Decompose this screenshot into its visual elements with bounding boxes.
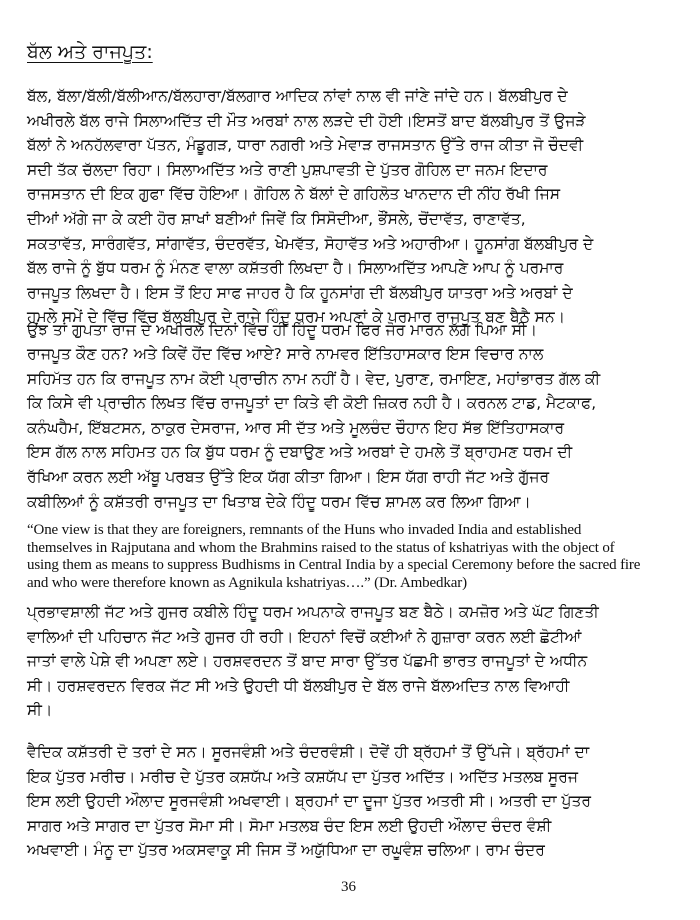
text-line: ਹਮਲੇ ਸਮੇਂ ਦੇ ਵਿੱਚ ਵਿੱਚ ਬੱਲਬੀਪੁਰ ਦੇ ਰਾਜੇ ਹਿੰਦੂ ਧਰਮ ਅਪਣਾਂ ਕੇ ਪਰਮਾਰ ਰਾਜਪੂਤ ਬਣ ਬੈਠੈ ਸਨ। [27, 308, 566, 327]
text-line: ਕਿ ਕਿਸੇ ਵੀ ਪ੍ਰਾਚੀਨ ਲਿਖਤ ਵਿੱਚ ਰਾਜਪੂਤਾਂ ਦਾ ਕਿਤੇ ਵੀ ਕੋਈ ਜ਼ਿਕਰ ਨਹੀ ਹੈ। ਕਰਨਲ ਟਾਡ, ਮੈਟਕਾਫ, [27, 394, 597, 413]
quote-line: and who were therefore known as Agnikula kshatriyas….” (Dr. Ambedkar) [27, 574, 467, 591]
text-line: ਉਂਝ ਤਾਂ ਗੁਪਤਾ ਰਾਜ ਦੇ ਅਖੀਰਲੇ ਦਿਨਾਂ ਵਿੱਚ ਹੀ ਹਿੰਦੂ ਧਰਮ ਫਿਰ ਜੋਰ ਮਾਰਨ ਲੱਗ ਪਿਆ ਸੀ। [27, 321, 537, 339]
text-line: ਸੀ। [27, 701, 53, 720]
text-line: ਬੱਲ ਰਾਜੇ ਨੂੰ ਬੁੱਧ ਧਰਮ ਨੂੰ ਮੰਨਣ ਵਾਲਾ ਕਸ਼ੱਤਰੀ ਲਿਖਦਾ ਹੈ। ਸਿਲਾਅਦਿੱਤ ਆਪਣੇ ਆਪ ਨੂੰ ਪਰਮਾਰ [27, 259, 564, 278]
text-line: ਰਾਜਸਤਾਨ ਦੀ ਇਕ ਗੁਫਾ ਵਿੱਚ ਹੋਇਆ। ਗੋਹਿਲ ਨੇ ਬੱਲਾਂ ਦੇ ਗਹਿਲੋਤ ਖਾਨਦਾਨ ਦੀ ਨੀਂਹ ਰੱਖੀ ਜਿਸ [27, 185, 561, 204]
text-line: ਵੈਦਿਕ ਕਸ਼ੱਤਰੀ ਦੋ ਤਰਾਂ ਦੇ ਸਨ। ਸੂਰਜਵੰਸ਼ੀ ਅਤੇ ਚੰਦਰਵੰਸ਼ੀ। ਦੋਵੇਂ ਹੀ ਬ੍ਰੱਹਮਾਂ ਤੋਂ ਉੱਪਜੇ। ਬ੍ਰੱਹਮਾਂ ਦਾ [27, 743, 590, 761]
text-line: ਵਾਲਿਆਂ ਦੀ ਪਹਿਚਾਨ ਜੱਟ ਅਤੇ ਗੁਜਰ ਹੀ ਰਹੀ। ਇਹਨਾਂ ਵਿਚੋਂ ਕਈਆਂ ਨੇ ਗੁਜ਼ਾਰਾ ਕਰਨ ਲਈ ਛੋਟੀਆਂ [27, 627, 582, 646]
text-line: ਬੱਲਾਂ ਨੇ ਅਨਹੱਲਵਾਰਾ ਪੱਤਨ, ਮੰਡੂਗੜ, ਧਾਰਾ ਨਗਰੀ ਅਤੇ ਮੇਵਾੜ ਰਾਜਸਤਾਨ ਉੱਤੇ ਰਾਜ ਕੀਤਾ ਜੋ ਚੌਦਵੀ [27, 136, 584, 155]
text-line: ਇਸ ਗੱਲ ਨਾਲ ਸਹਿਮਤ ਹਨ ਕਿ ਬੁੱਧ ਧਰਮ ਨੂੰ ਦਬਾਉਣ ਅਤੇ ਅਰਬਾਂ ਦੇ ਹਮਲੇ ਤੋਂ ਬ੍ਰਾਹਮਣ ਧਰਮ ਦੀ [27, 443, 573, 462]
text-line: ਸਹਿਮੱਤ ਹਨ ਕਿ ਰਾਜਪੂਤ ਨਾਮ ਕੋਈ ਪ੍ਰਾਚੀਨ ਨਾਮ ਨਹੀਂ ਹੈ। ਵੇਦ, ਪੁਰਾਣ, ਰਮਾਇਣ, ਮਹਾਂਭਾਰਤ ਗੱਲ ਕੀ [27, 369, 601, 388]
text-line: ਰੱਖਿਆ ਕਰਨ ਲਈ ਅੱਬੂ ਪਰਬਤ ਉੱਤੇ ਇਕ ਯੱਗ ਕੀਤਾ ਗਿਆ। ਇਸ ਯੱਗ ਰਾਹੀ ਜੱਟ ਅਤੇ ਗੁੱਜਰ [27, 468, 550, 486]
text-line: ਸਾਗਰ ਅਤੇ ਸਾਗਰ ਦਾ ਪੁੱਤਰ ਸੋਮਾ ਸੀ। ਸੋਮਾ ਮਤਲਬ ਚੰਦ ਇਸ ਲਈ ਉਹਦੀ ਔਲਾਦ ਚੰਦਰ ਵੰਸ਼ੀ [27, 816, 552, 835]
text-line: ਪ੍ਰਭਾਵਸ਼ਾਲੀ ਜੱਟ ਅਤੇ ਗੁਜਰ ਕਬੀਲੇ ਹਿੰਦੂ ਧਰਮ ਅਪਨਾਕੇ ਰਾਜਪੂਤ ਬਣ ਬੈਠੇ। ਕਮਜ਼ੋਰ ਅਤੇ ਘੱਟ ਗਿਣਤੀ [27, 603, 599, 621]
quote-line: “One view is that they are foreigners, remnants of the Huns who invaded India and established [27, 522, 582, 538]
text-line: ਇਸ ਲਈ ਉਹਦੀ ਔਲਾਦ ਸੂਰਜਵੰਸ਼ੀ ਅਖਵਾਈ। ਬ੍ਰਹਮਾਂ ਦਾ ਦੂਜਾ ਪੁੱਤਰ ਅਤਰੀ ਸੀ। ਅਤਰੀ ਦਾ ਪੁੱਤਰ [27, 792, 591, 811]
text-line: ਸੀ। ਹਰਸ਼ਵਰਦਨ ਵਿਰਕ ਜੱਟ ਸੀ ਅਤੇ ਉਹਦੀ ਧੀ ਬੱਲਬੀਪੁਰ ਦੇ ਬੱਲ ਰਾਜੇ ਬੱਲਅਦਿਤ ਨਾਲ ਵਿਆਹੀ [27, 676, 570, 695]
text-line: ਕਬੀਲਿਆਂ ਨੂੰ ਕਸ਼ੱਤਰੀ ਰਾਜਪੂਤ ਦਾ ਖਿਤਾਬ ਦੇਕੇ ਹਿੰਦੂ ਧਰਮ ਵਿੱਚ ਸ਼ਾਮਲ ਕਰ ਲਿਆ ਗਿਆ। [27, 492, 531, 511]
quote-line: using them as means to suppress Budhisms in Central India by a special Ceremony before the sacred fire [27, 557, 641, 573]
quote-line: themselves in Rajputana and whom the Brahmins raised to the status of kshatriyas with the object of [27, 539, 615, 556]
text-line: ਸਕਤਾਵੱਤ, ਸਾਰੰਗਵੱਤ, ਸਾਂਗਾਵੱਤ, ਚੰਦਰਵੱਤ, ਖੇਮਵੱਤ, ਸੋਹਾਵੱਤ ਅਤੇ ਅਹਾਰੀਆ। ਹੂਨਸਾਂਗ ਬੱਲਬੀਪੁਰ ਦੇ [27, 234, 594, 253]
text-line: ਇਕ ਪੁੱਤਰ ਮਰੀਚ। ਮਰੀਚ ਦੇ ਪੁੱਤਰ ਕਸ਼ਯੱਪ ਅਤੇ ਕਸ਼ਯੱਪ ਦਾ ਪੁੱਤਰ ਅਦਿੱਤ। ਅਦਿੱਤ ਮਤਲਬ ਸੂਰਜ [27, 767, 578, 786]
text-line: ਸਦੀ ਤੱਕ ਚੱਲਦਾ ਰਿਹਾ। ਸਿਲਾਅਦਿੱਤ ਅਤੇ ਰਾਣੀ ਪੁਸ਼ਪਾਵਤੀ ਦੇ ਪੁੱਤਰ ਗੋਹਿਲ ਦਾ ਜਨਮ ਇਦਾਰ [27, 160, 548, 179]
text-line: ਰਾਜਪੂਤ ਲਿਖਦਾ ਹੈ। ਇਸ ਤੋਂ ਇਹ ਸਾਫ ਜਾਹਰ ਹੈ ਕਿ ਹੂਨਸਾਂਗ ਦੀ ਬੱਲਬੀਪੁਰ ਯਾਤਰਾ ਅਤੇ ਅਰਬਾਂ ਦੇ [27, 283, 573, 302]
text-line: ਕਨੰਘਹੈਮ, ਇੱਬਟਸਨ, ਠਾਕੁਰ ਦੇਸਰਾਜ, ਆਰ ਸੀ ਦੱਤ ਅਤੇ ਮੂਲਚੰਦ ਚੌਹਾਨ ਇਹ ਸੱਭ ਇੱਤਿਹਾਸਕਾਰ [27, 418, 565, 437]
text-line: ਜਾਤਾਂ ਵਾਲੇ ਪੇਸ਼ੇ ਵੀ ਅਪਣਾ ਲਏ। ਹਰਸ਼ਵਰਦਨ ਤੋਂ ਬਾਦ ਸਾਰਾ ਉੱਤਰ ਪੱਛਮੀ ਭਾਰਤ ਰਾਜਪੂਤਾਂ ਦੇ ਅਧੀਨ [27, 652, 588, 671]
text-line: ਦੀਆਂ ਅੱਗੇ ਜਾ ਕੇ ਕਈ ਹੋਰ ਸ਼ਾਖਾਂ ਬਣੀਆਂ ਜਿਵੇਂ ਕਿ ਸਿਸੋਦੀਆ, ਭੌਂਸਲੇ, ਚੋਂਦਾਵੱਤ, ਰਾਣਾਵੱਤ, [27, 210, 526, 228]
text-line: ਬੱਲ, ਬੱਲਾ/ਬੱਲੀ/ਬੱਲੀਆਨ/ਬੱਲਹਾਰਾ/ਬੱਲਗਾਰ ਆਦਿਕ ਨਾਂਵਾਂ ਨਾਲ ਵੀ ਜਾਂਣੇ ਜਾਂਦੇ ਹਨ। ਬੱਲਬੀਪੁਰ ਦੇ [27, 87, 568, 105]
page-heading: ਬੱਲ ਅਤੇ ਰਾਜਪੂਤ: [27, 41, 153, 63]
page-number: 36 [341, 879, 356, 895]
text-line: ਰਾਜਪੂਤ ਕੌਣ ਹਨ? ਅਤੇ ਕਿਵੇਂ ਹੋਂਦ ਵਿੱਚ ਆਏ? ਸਾਰੇ ਨਾਮਵਰ ਇੱਤਿਹਾਸਕਾਰ ਇਸ ਵਿਚਾਰ ਨਾਲ [27, 345, 544, 363]
text-line: ਅਖਵਾਈ। ਮੰਨੂ ਦਾ ਪੁੱਤਰ ਅਕਸਵਾਕੂ ਸੀ ਜਿਸ ਤੋਂ ਅਯੁੱਧਿਆ ਦਾ ਰਘੂਵੰਸ਼ ਚਲਿਆ। ਰਾਮ ਚੰਦਰ [27, 841, 545, 860]
text-line: ਅਖੀਰਲੇ ਬੱਲ ਰਾਜੇ ਸਿਲਾਅਦਿੱਤ ਦੀ ਮੌਤ ਅਰਬਾਂ ਨਾਲ ਲੜਦੇ ਦੀ ਹੋਈ।ਇਸਤੋਂ ਬਾਦ ਬੱਲਬੀਪੁਰ ਤੋਂ ਉਜੜੇ [27, 111, 586, 130]
